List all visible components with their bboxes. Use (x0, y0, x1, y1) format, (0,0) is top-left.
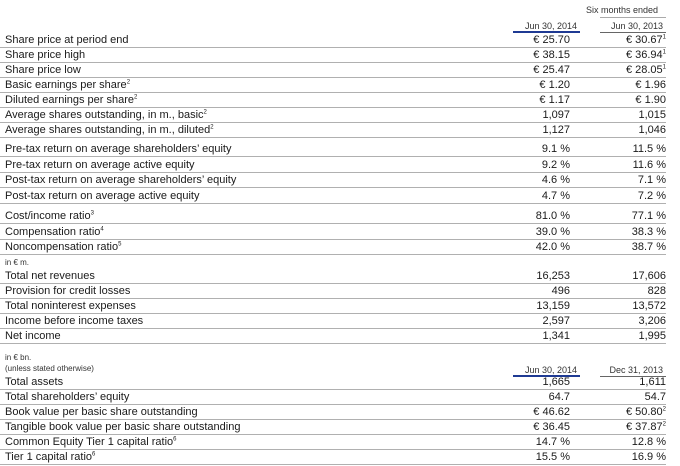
footnote-marker: 4 (100, 225, 104, 232)
row-label-text: Book value per basic share outstanding (5, 406, 198, 418)
row-label (5, 109, 207, 121)
value-prior-text: € 36.94 (625, 49, 663, 61)
table-row (0, 390, 680, 405)
value-prior (635, 94, 666, 106)
value-prior-text: € 30.67 (625, 34, 663, 46)
value-prior (633, 143, 666, 155)
footnote-marker: 2 (210, 124, 214, 131)
row-label (5, 124, 214, 136)
value-current: 42.0 % (535, 241, 570, 253)
value-current: € 36.45 (533, 421, 570, 433)
row-label-text: Provision for credit losses (5, 285, 131, 297)
value-prior-text: € 37.87 (625, 421, 663, 433)
row-label (5, 421, 240, 433)
row-label-text: Share price at period end (5, 34, 129, 46)
row-label (5, 376, 63, 388)
value-prior-text: € 1.96 (635, 79, 666, 91)
value-prior-text: 1,046 (638, 124, 666, 136)
table-row (0, 173, 680, 188)
col2-header: Jun 30, 2013 (610, 21, 663, 31)
value-prior-text: 16.9 % (631, 451, 666, 463)
row-label (5, 300, 136, 312)
row-label (5, 226, 104, 238)
unit-in-ebn: in € bn. (5, 353, 32, 362)
value-prior-text: 3,206 (638, 315, 666, 327)
row-label-text: Pre-tax return on average shareholders’ equity (5, 143, 232, 155)
value-current: 4.6 % (541, 174, 570, 186)
value-prior (638, 315, 666, 327)
value-prior (626, 64, 666, 76)
table-row (0, 108, 680, 123)
row-label-text: Post-tax return on average shareholders’ equity (5, 174, 237, 186)
value-current: 1,097 (542, 109, 570, 121)
table-row (0, 269, 680, 284)
row-label-text: Basic earnings per share (5, 79, 127, 91)
value-current: 1,341 (542, 330, 570, 342)
value-prior (638, 174, 666, 186)
value-prior (632, 436, 666, 448)
table-row (0, 450, 680, 465)
header-rule (600, 17, 666, 18)
value-prior (638, 330, 666, 342)
value-current: 13,159 (536, 300, 570, 312)
footnote-marker: 6 (92, 451, 96, 458)
footnote-marker: 2 (203, 109, 207, 116)
row-label (5, 94, 137, 106)
value-prior-text: 11.5 % (632, 143, 666, 155)
row-label-text: Average shares outstanding, in m., basic (5, 109, 204, 121)
row-label (5, 241, 121, 253)
row-rule (0, 343, 666, 344)
table-row (0, 240, 680, 255)
value-prior (626, 406, 666, 418)
value-current: 16,253 (536, 270, 570, 282)
table-row (0, 209, 680, 224)
value-current: 39.0 % (535, 225, 570, 238)
value-prior (639, 376, 666, 388)
row-label-text: Tier 1 capital ratio (5, 451, 93, 463)
value-prior-text: 1,015 (638, 109, 666, 121)
value-prior-text: 11.6 % (632, 158, 666, 171)
footnote-marker: 2 (662, 421, 666, 428)
footnote-marker: 1 (662, 34, 666, 41)
row-label (5, 79, 130, 91)
value-current: 1,127 (542, 124, 570, 136)
value-prior (632, 210, 666, 222)
row-label-text: Share price high (5, 49, 86, 61)
value-prior (633, 159, 666, 171)
row-label-text: Income before income taxes (5, 315, 144, 327)
table-row (0, 48, 680, 63)
col1-header: Jun 30, 2014 (524, 21, 577, 31)
value-prior-text: 1,611 (639, 376, 666, 388)
value-current: € 25.70 (533, 34, 570, 46)
row-label (5, 436, 176, 448)
footnote-marker: 2 (134, 94, 138, 101)
row-label (5, 285, 130, 297)
row-label-text: Pre-tax return on average active equity (5, 158, 195, 171)
value-prior (632, 300, 666, 312)
value-prior (632, 270, 666, 282)
row-rule (0, 137, 666, 138)
value-prior-text: 7.1 % (637, 174, 666, 186)
row-label (5, 190, 199, 202)
row-label (5, 330, 61, 342)
row-label-text: Cost/income ratio (5, 210, 91, 222)
row-label-text: Average shares outstanding, in m., diluted (5, 124, 211, 136)
value-prior-text: 17,606 (632, 270, 666, 282)
value-prior-text: 38.7 % (631, 241, 666, 253)
table-row (0, 405, 680, 420)
table-row (0, 435, 680, 450)
value-prior-text: 77.1 % (631, 210, 666, 222)
row-label (5, 159, 195, 171)
value-current: 64.7 (548, 391, 570, 403)
row-label-text: Common Equity Tier 1 capital ratio (5, 436, 174, 448)
footnote-marker: 1 (662, 49, 666, 56)
row-label-text: Net income (5, 330, 61, 342)
footnote-marker: 1 (662, 64, 666, 71)
row-label-text: Total noninterest expenses (5, 300, 136, 312)
value-current: 2,597 (542, 315, 570, 327)
value-current: € 38.15 (533, 49, 570, 61)
table-row (0, 142, 680, 157)
value-prior-text: 38.3 % (631, 225, 666, 238)
col1-header-bs: Jun 30, 2014 (524, 365, 577, 375)
table-row (0, 93, 680, 108)
row-label-text: Noncompensation ratio (5, 241, 119, 253)
row-label (5, 49, 85, 61)
value-prior-text: 1,995 (638, 330, 666, 342)
row-label-text: Total shareholders’ equity (5, 391, 130, 403)
footnote-marker: 2 (126, 79, 131, 86)
value-prior (632, 241, 666, 253)
value-prior-text: € 50.80 (625, 406, 663, 418)
row-label-text: Diluted earnings per share (5, 94, 135, 106)
value-prior (648, 285, 666, 297)
row-label-text: Tangible book value per basic share outstanding (5, 421, 241, 433)
value-prior (626, 34, 666, 46)
row-rule (0, 254, 666, 255)
footnote-marker: 2 (662, 406, 666, 413)
value-prior-text: 828 (647, 285, 666, 297)
value-prior (638, 124, 666, 136)
unit-unless-stated: (unless stated otherwise) (5, 364, 94, 373)
row-label (5, 210, 94, 222)
table-row (0, 375, 680, 390)
value-prior-text: 12.8 % (631, 436, 666, 448)
table-row (0, 284, 680, 299)
value-prior (645, 391, 666, 403)
row-label (5, 174, 236, 186)
row-label-text: Compensation ratio (5, 225, 101, 238)
unit-in-em: in € m. (5, 258, 30, 267)
col2-header-bs: Dec 31, 2013 (609, 365, 663, 375)
value-prior (626, 421, 666, 433)
row-label (5, 143, 231, 155)
value-prior (632, 226, 666, 238)
row-label-text: Share price low (5, 64, 81, 76)
value-current: 15.5 % (535, 451, 570, 463)
row-label (5, 64, 81, 76)
table-row (0, 189, 680, 204)
value-prior (632, 451, 666, 463)
table-row (0, 158, 680, 173)
value-current: 81.0 % (535, 210, 570, 222)
value-prior-text: € 28.05 (625, 64, 663, 76)
row-label-text: Post-tax return on average active equity (5, 189, 200, 202)
table-row (0, 33, 680, 48)
value-prior-text: € 1.90 (635, 94, 666, 106)
value-current: 14.7 % (535, 436, 570, 448)
row-label (5, 406, 198, 418)
table-row (0, 420, 680, 435)
value-prior-text: 54.7 (644, 391, 666, 403)
value-current: € 1.17 (539, 94, 570, 106)
table-row (0, 63, 680, 78)
table-row (0, 123, 680, 138)
value-prior-text: 13,572 (632, 300, 666, 312)
value-prior (635, 79, 666, 91)
row-label-text: Total net revenues (5, 270, 95, 282)
header-six-months: Six months ended (586, 5, 659, 15)
table-row (0, 78, 680, 93)
value-current: 4.7 % (541, 189, 570, 202)
table-row (0, 314, 680, 329)
row-label (5, 391, 129, 403)
row-rule (0, 203, 666, 204)
value-prior (638, 190, 666, 202)
footnote-marker: 6 (173, 436, 177, 443)
row-label (5, 315, 143, 327)
row-rule (0, 464, 666, 465)
value-current: € 46.62 (533, 406, 570, 418)
value-current: 1,665 (542, 376, 570, 388)
value-prior (638, 109, 666, 121)
value-prior-text: 7.2 % (637, 189, 666, 202)
row-label (5, 451, 95, 463)
footnote-marker: 5 (118, 241, 122, 248)
row-label-text: Total assets (5, 376, 64, 388)
value-current: 9.2 % (541, 158, 570, 171)
table-row (0, 225, 680, 240)
value-current: 496 (551, 285, 570, 297)
value-prior (626, 49, 666, 61)
table-row (0, 329, 680, 344)
table-row (0, 299, 680, 314)
row-label (5, 270, 95, 282)
footnote-marker: 3 (90, 210, 94, 217)
value-current: € 25.47 (533, 64, 570, 76)
row-label (5, 34, 129, 46)
value-current: € 1.20 (539, 79, 570, 91)
value-current: 9.1 % (541, 143, 570, 155)
